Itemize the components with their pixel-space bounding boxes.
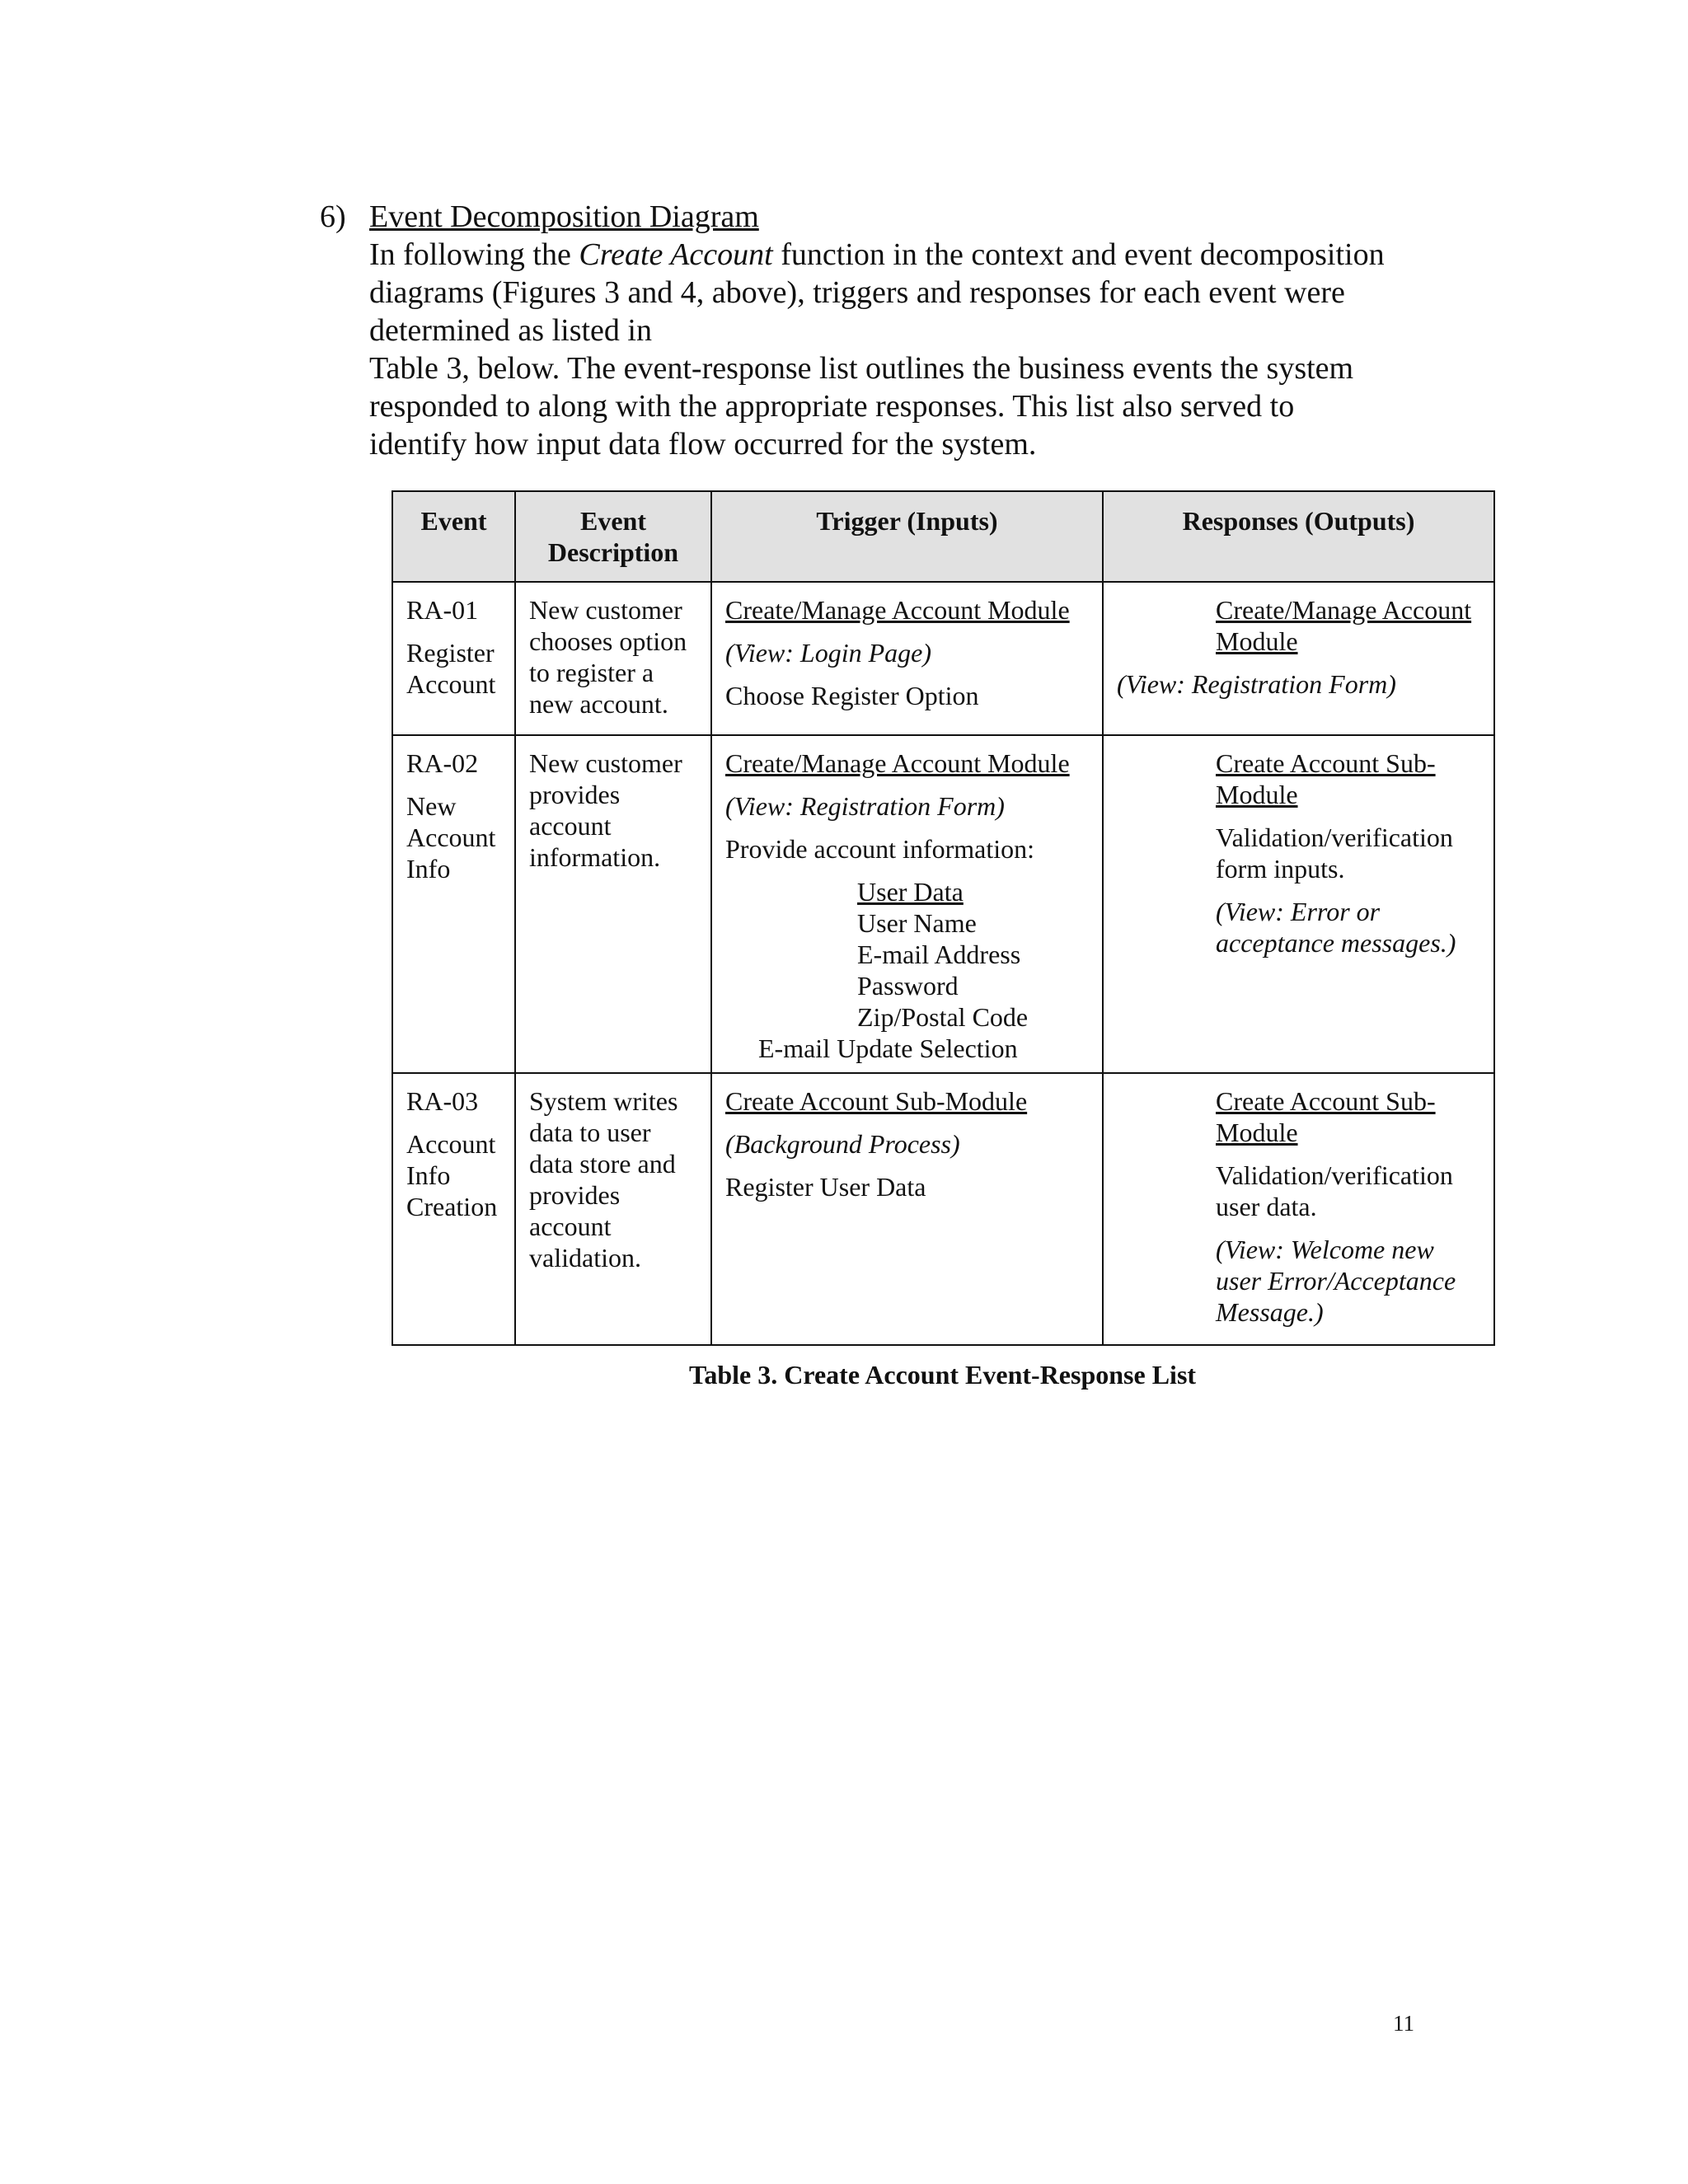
response-cell [1103,735,1494,1073]
paragraph-line: Table 3, below. The event-response list outlines the business events the system [369,351,1354,386]
response-text: Validation/verification form inputs. [1216,823,1453,883]
user-data-title: User Data [857,877,964,907]
user-data-item: User Name [857,908,977,938]
table-caption: Table 3. Create Account Event-Response List [688,1360,1197,1390]
event-cell [392,735,515,1073]
section-number: 6) [320,199,346,234]
trigger-module: Create Account Sub-Module [725,1086,1028,1116]
paragraph-line [369,236,1441,274]
trigger-view: (View: Registration Form) [725,791,1005,821]
description-cell: New customer provides account information. [515,735,711,1073]
table-row [392,735,1494,1073]
header-trigger: Trigger (Inputs) [711,491,1103,582]
paragraph-text: function in the context and event decomposition [772,237,1385,272]
paragraph-emphasis: Create Account [579,237,773,272]
event-id: RA-02 [406,748,479,778]
response-text: Validation/verification user data. [1216,1160,1453,1221]
trigger-action: Choose Register Option [725,681,979,710]
event-cell [392,1073,515,1345]
event-name: Register Account [406,638,496,699]
section-body [369,198,1441,463]
event-name: Account Info Creation [406,1129,498,1221]
trigger-extra: E-mail Update Selection [758,1033,1018,1063]
response-cell [1103,1073,1494,1345]
response-view: (View: Error or acceptance messages.) [1216,897,1456,958]
trigger-module: Create/Manage Account Module [725,595,1070,625]
user-data-list [725,876,1089,1033]
response-view: (View: Welcome new user Error/Acceptance Message.) [1216,1235,1456,1327]
response-module: Create Account Sub-Module [1216,1086,1436,1147]
description-cell: System writes data to user data store and provides account validation. [515,1073,711,1345]
response-view: (View: Registration Form) [1117,669,1396,699]
user-data-item: Password [857,971,959,1001]
trigger-action: Provide account information: [725,834,1035,864]
paragraph-text: In following the [369,237,579,272]
table-row [392,1073,1494,1345]
paragraph-line: diagrams (Figures 3 and 4, above), triggers and responses for each event were [369,275,1345,310]
section-paragraph [369,236,1441,463]
event-cell [392,582,515,735]
event-name: New Account Info [406,791,496,883]
response-cell [1103,582,1494,735]
response-module: Create Account Sub-Module [1216,748,1436,809]
user-data-item: E-mail Address [857,940,1021,969]
event-response-table [392,490,1495,1346]
section-title: Event Decomposition Diagram [369,199,759,234]
trigger-view: (View: Login Page) [725,638,932,668]
header-event: Event [392,491,515,582]
page-number: 11 [1393,2011,1414,2036]
trigger-cell [711,1073,1103,1345]
paragraph-line: identify how input data flow occurred for the system. [369,427,1037,462]
trigger-module: Create/Manage Account Module [725,748,1070,778]
description-cell: New customer chooses option to register a new account. [515,582,711,735]
trigger-view: (Background Process) [725,1129,960,1159]
table-row [392,582,1494,735]
table-header-row [392,491,1494,582]
event-id: RA-01 [406,595,479,625]
trigger-cell [711,582,1103,735]
paragraph-line: responded to along with the appropriate responses. This list also served to [369,389,1295,424]
header-responses: Responses (Outputs) [1103,491,1494,582]
trigger-action: Register User Data [725,1172,926,1202]
event-id: RA-03 [406,1086,479,1116]
user-data-item: Zip/Postal Code [857,1002,1029,1032]
header-event-description: Event Description [515,491,711,582]
response-module: Create/Manage Account Module [1216,595,1472,656]
section-6 [320,198,1441,463]
paragraph-line: determined as listed in [369,313,652,348]
trigger-cell [711,735,1103,1073]
